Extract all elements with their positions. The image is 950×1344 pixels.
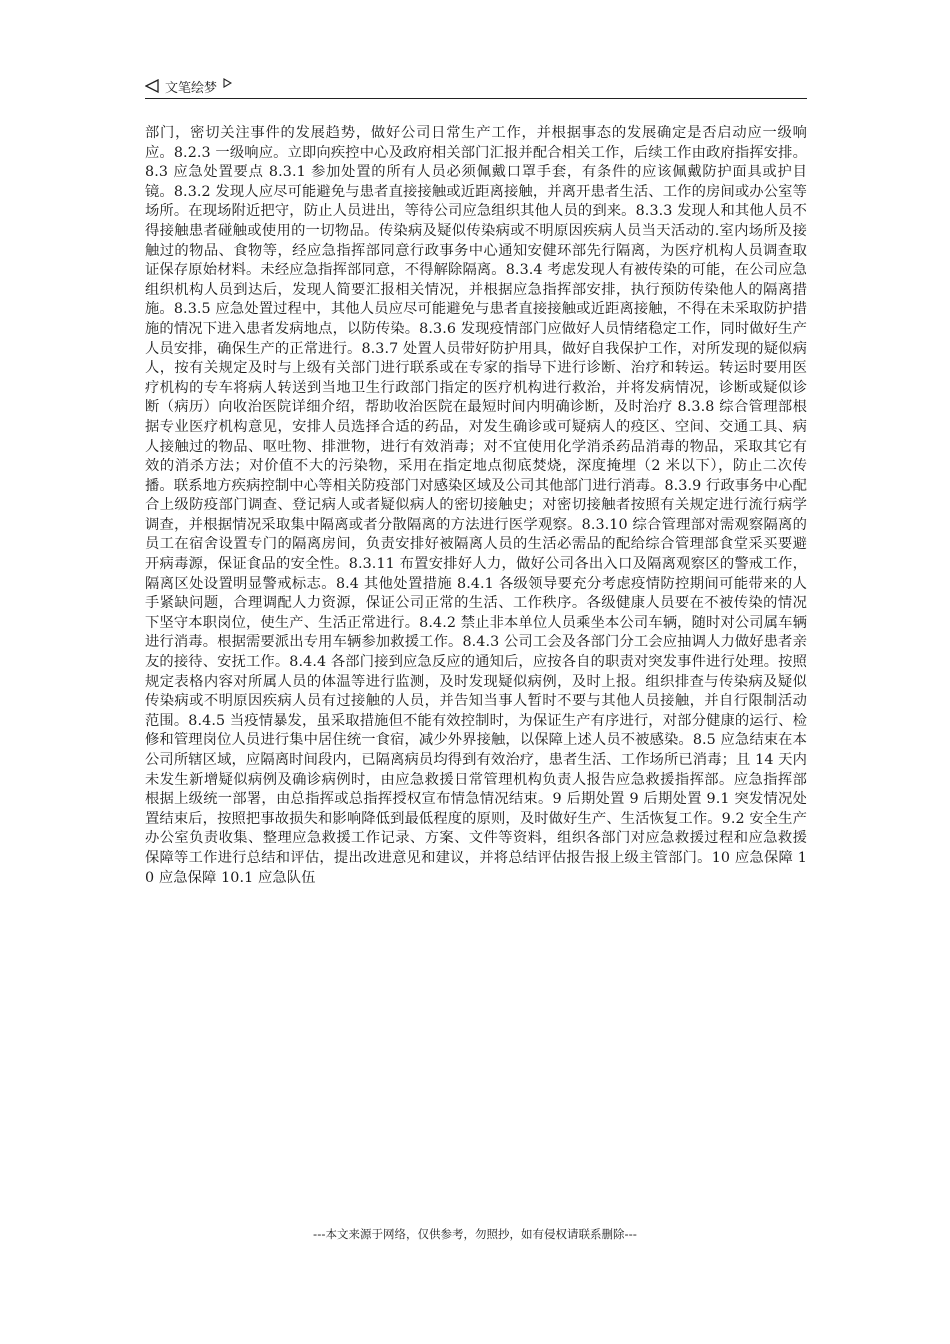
page-header xyxy=(145,76,807,99)
brand-name: 文笔绘梦 xyxy=(165,80,218,96)
triangle-right-outline-icon xyxy=(223,78,232,88)
page-footer-disclaimer: ---本文来源于网络，仅供参考，勿照抄，如有侵权请联系删除--- xyxy=(313,1227,637,1241)
triangle-left-outline-icon xyxy=(145,79,159,93)
document-body-text: 部门，密切关注事件的发展趋势，做好公司日常生产工作，并根据事态的发展确定是否启动应一级响应。8.2.3 一级响应。立即向疾控中心及政府相关部门汇报并配合相关工作，后续工作由政府指挥安排。8.3 应急处置要点 8.3.1 参加处置的所有人员必须佩戴口罩手套，有条件的应该佩戴防护面具或护目镜。8.3.2 发现人应尽可能避免与患者直接接触或近距离接触，并离开患者生活、工作的房间或办公室等场所。在现场附近把守，防止人员进出，等待公司应急组织其他人员的到来。8.3.3 发现人和其他人员不得接触患者碰触或使用的一切物品。传染病及疑似传染病或不明原因疾病人员当天活动的.室内场所及接触过的物品、食物等，经应急指挥部同意行政事务中心通知安健环部先行隔离，为医疗机构人员调查取证保存原始材料。未经应急指挥部同意，不得解除隔离。8.3.4 考虑发现人有被传染的可能，在公司应急组织机构人员到达后，发现人简要汇报相关情况，并根据应急指挥部安排，执行预防传染他人的隔离措施。8.3.5 应急处置过程中，其他人员应尽可能避免与患者直接接触或近距离接触，不得在未采取防护措施的情况下进入患者发病地点，以防传染。8.3.6 发现疫情部门应做好人员情绪稳定工作，同时做好生产人员安排，确保生产的正常进行。8.3.7 处置人员带好防护用具，做好自我保护工作，对所发现的疑似病人，按有关规定及时与上级有关部门进行联系或在专家的指导下进行诊断、治疗和转运。转运时要用医疗机构的专车将病人转送到当地卫生行政部门指定的医疗机构进行救治，并将发病情况，诊断或疑似诊断（病历）向收治医院详细介绍，帮助收治医院在最短时间内明确诊断，及时治疗 8.3.8 综合管理部根据专业医疗机构意见，安排人员选择合适的药品，对发生确诊或可疑病人的疫区、空间、交通工具、病人接触过的物品、呕吐物、排泄物，进行有效消毒；对不宜使用化学消杀药品消毒的物品，采取其它有效的消杀方法；对价值不大的污染物，采用在指定地点彻底焚烧，深度掩埋（2 米以下），防止二次传播。联系地方疾病控制中心等相关防疫部门对感染区域及公司其他部门进行消毒。8.3.9 行政事务中心配合上级防疫部门调查、登记病人或者疑似病人的密切接触史；对密切接触者按照有关规定进行流行病学调查，并根据情况采取集中隔离或者分散隔离的方法进行医学观察。8.3.10 综合管理部对需观察隔离的员工在宿舍设置专门的隔离房间，负责安排好被隔离人员的生活必需品的配给综合管理部食堂采买要避开病毒源，保证食品的安全性。8.3.11 布置安排好人力，做好公司各出入口及隔离观察区的警戒工作，隔离区处设置明显警戒标志。8.4 其他处置措施 8.4.1 各级领导要充分考虑疫情防控期间可能带来的人手紧缺问题，合理调配人力资源，保证公司正常的生活、工作秩序。各级健康人员要在不被传染的情况下坚守本职岗位，使生产、生活正常进行。8.4.2 禁止非本单位人员乘坐本公司车辆，随时对公司属车辆进行消毒。根据需要派出专用车辆参加救援工作。8.4.3 公司工会及各部门分工会应抽调人力做好患者亲友的接待、安抚工作。8.4.4 各部门接到应急反应的通知后，应按各自的职责对突发事件进行处理。按照规定表格内容对所属人员的体温等进行监测，及时发现疑似病例，及时上报。组织排查与传染病及疑似传染病或不明原因疾病人员有过接触的人员，并告知当事人暂时不要与其他人员接触，并自行限制活动范围。8.4.5 当疫情暴发，虽采取措施但不能有效控制时，为保证生产有序进行，对部分健康的运行、检修和管理岗位人员进行集中居住统一食宿，减少外界接触，以保障上述人员不被感染。8.5 应急结束在本公司所辖区域，应隔离时间段内，已隔离病员均得到有效治疗，患者生活、工作场所已消毒；且 14 天内未发生新增疑似病例及确诊病例时，由应急救援日常管理机构负责人报告应急救援指挥部。应急指挥部根据上级统一部署，由总指挥或总指挥授权宣布情急情况结束。9 后期处置 9 后期处置 9.1 突发情况处置结束后，按照把事故损失和影响降低到最低程度的原则，及时做好生产、生活恢复工作。9.2 安全生产办公室负责收集、整理应急救援工作记录、方案、文件等资料，组织各部门对应急救援过程和应急救援保障等工作进行总结和评估，提出改进意见和建议，并将总结评估报告报上级主管部门。10 应急保障 10 应急保障 10.1 应急队伍 xyxy=(145,125,807,886)
brand-logo xyxy=(145,76,807,96)
